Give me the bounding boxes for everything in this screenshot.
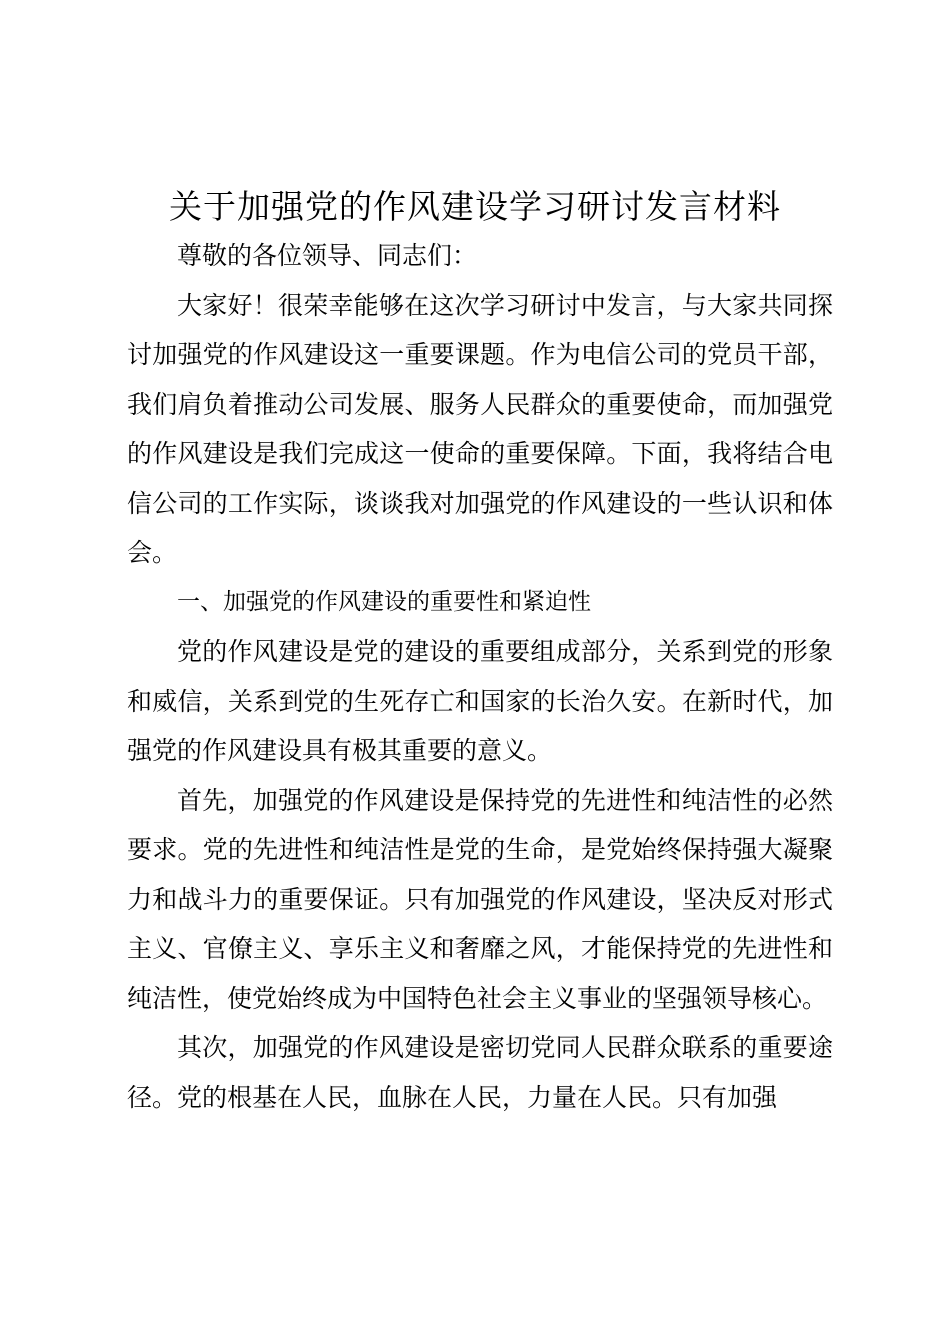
section-heading: 一、加强党的作风建设的重要性和紧迫性	[177, 588, 591, 615]
document-body	[127, 231, 833, 1122]
document-title: 关于加强党的作风建设学习研讨发言材料	[169, 187, 781, 226]
body-paragraph: 其次，加强党的作风建设是密切党同人民群众联系的重要途径。党的根基在人民，血脉在人民，力量在人民。只有加强	[127, 1033, 833, 1112]
salutation-paragraph: 尊敬的各位领导、同志们：	[177, 241, 478, 270]
body-paragraph: 党的作风建设是党的建设的重要组成部分，关系到党的形象和威信，关系到党的生死存亡和国家的长治久安。在新时代，加强党的作风建设具有极其重要的意义。	[127, 637, 833, 765]
intro-paragraph: 大家好！很荣幸能够在这次学习研讨中发言，与大家共同探讨加强党的作风建设这一重要课题。作为电信公司的党员干部，我们肩负着推动公司发展、服务人民群众的重要使命，而加强党的作风建设是我们完成这一使命的重要保障。下面，我将结合电信公司的工作实际，谈谈我对加强党的作风建设的一些认识和体会。	[127, 290, 833, 567]
body-paragraph: 首先，加强党的作风建设是保持党的先进性和纯洁性的必然要求。党的先进性和纯洁性是党的生命，是党始终保持强大凝聚力和战斗力的重要保证。只有加强党的作风建设，坚决反对形式主义、官僚主义、享乐主义和奢靡之风，才能保持党的先进性和纯洁性，使党始终成为中国特色社会主义事业的坚强领导核心。	[127, 785, 833, 1013]
